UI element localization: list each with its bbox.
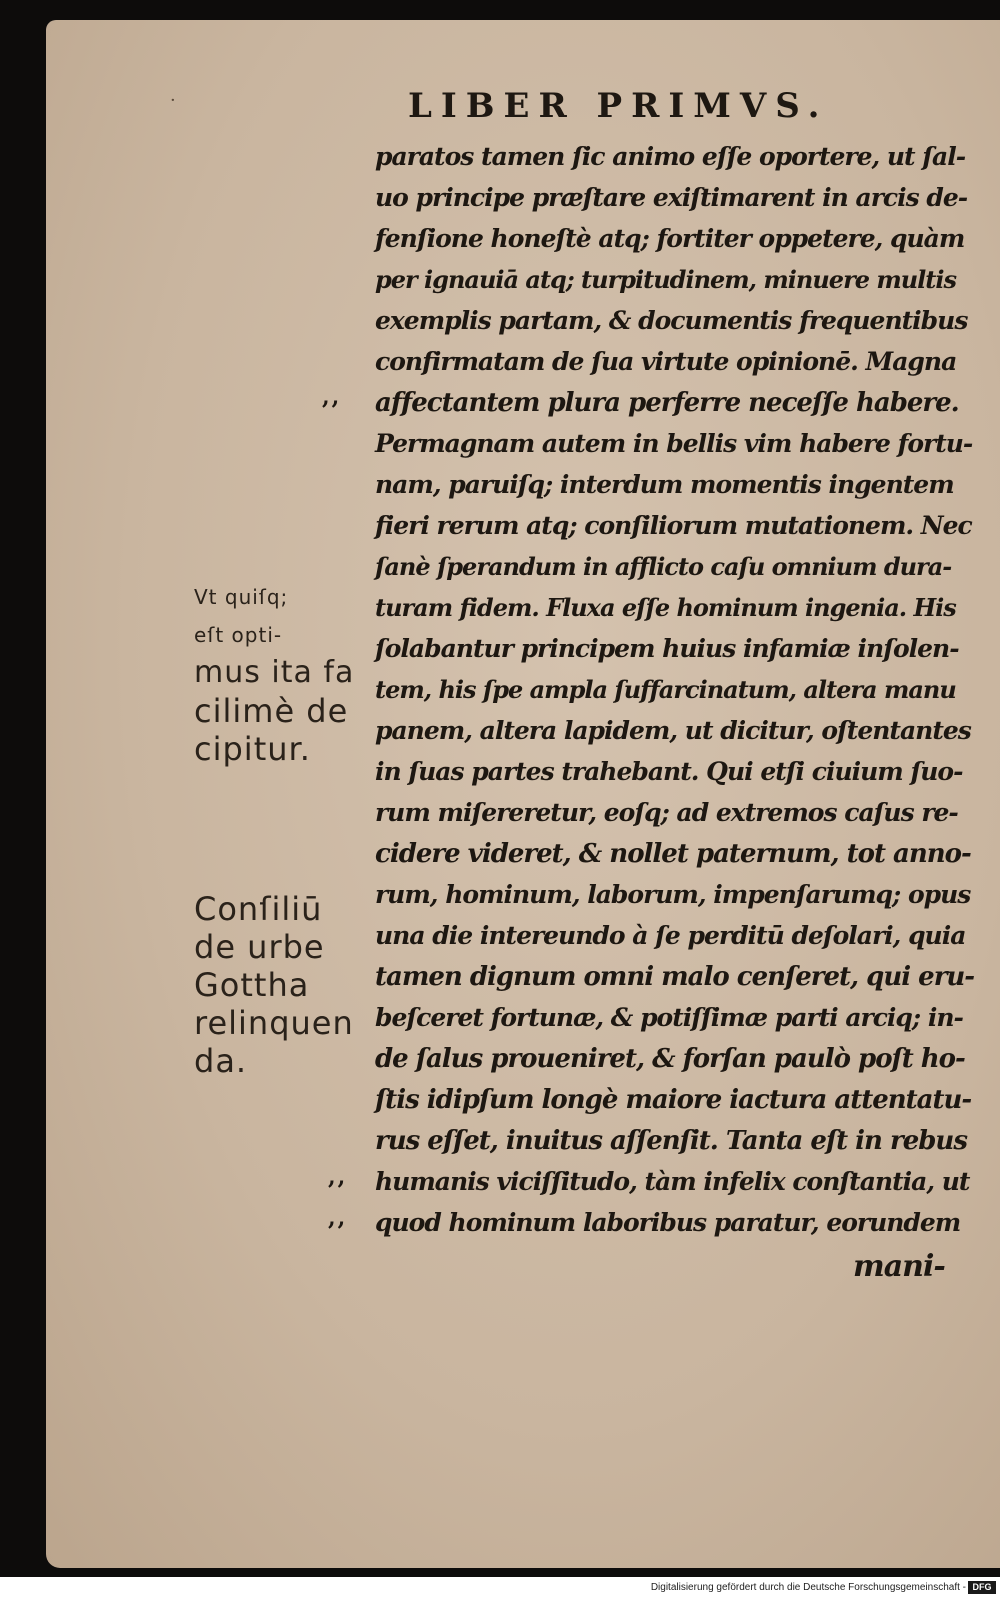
- text-line: humanis viciſſitudo, tàm infelix conſtantia, ut: [375, 1167, 970, 1196]
- text-line: confirmatam de ſua virtute opinionē. Magna: [375, 347, 957, 376]
- text-line: quod hominum laboribus paratur, eorundem: [375, 1208, 961, 1237]
- text-line: affectantem plura perferre neceſſe habere.: [375, 388, 959, 418]
- text-line: rum, hominum, laborum, impenſarumq; opus: [375, 880, 971, 909]
- margin-note-1: [194, 578, 354, 768]
- text-line: rum miſereretur, eoſq; ad extremos caſus re-: [375, 798, 958, 827]
- page-smudge: ·: [170, 90, 176, 111]
- text-line: uo principe præſtare exiſtimarent in arcis de-: [375, 183, 968, 212]
- margin-note-line: da.: [194, 1042, 248, 1080]
- text-line: cidere videret, & nollet paternum, tot anno-: [375, 839, 971, 869]
- catchword: mani-: [853, 1249, 945, 1284]
- text-line: ſtis idipſum longè maiore iactura attentatu-: [375, 1085, 972, 1115]
- text-line: ſolabantur principem huius infamiæ inſolen-: [375, 634, 959, 663]
- quote-mark: ,,: [322, 384, 342, 410]
- dfg-logo: DFG: [968, 1581, 996, 1594]
- text-line: exemplis partam, & documentis frequentibus: [375, 306, 968, 335]
- margin-note-line: Gottha: [194, 966, 310, 1004]
- margin-note-2: [194, 890, 354, 1080]
- margin-note-line: mus ita fa: [194, 655, 355, 690]
- text-line: de ſalus proueniret, & forſan paulò poſt ho-: [375, 1044, 965, 1074]
- margin-note-line: relinquen: [194, 1004, 354, 1042]
- text-line: tamen dignum omni malo cenſeret, qui eru-: [375, 962, 975, 992]
- text-line: una die intereundo à ſe perditū deſolari, quia: [375, 921, 966, 950]
- quote-mark: ,,: [328, 1164, 348, 1190]
- funding-credit: Digitalisierung gefördert durch die Deutsche Forschungsgemeinschaft -: [650, 1582, 966, 1593]
- margin-note-line: eſt opti-: [194, 623, 283, 647]
- text-line: Permagnam autem in bellis vim habere fortu-: [375, 429, 973, 458]
- text-line: panem, altera lapidem, ut dicitur, oſtentantes: [375, 716, 971, 745]
- text-line: paratos tamen ſic animo eſſe oportere, ut ſal-: [375, 142, 966, 171]
- text-line: turam fidem. Fluxa eſſe hominum ingenia. His: [375, 593, 956, 622]
- margin-note-line: Conſiliū: [194, 890, 323, 928]
- margin-note-line: Vt quiſq;: [194, 585, 289, 609]
- text-line: tem, his ſpe ampla ſuffarcinatum, altera manu: [375, 675, 956, 704]
- margin-note-line: de urbe: [194, 928, 325, 966]
- margin-note-line: cilimè de: [194, 692, 349, 730]
- quote-mark: ,,: [328, 1205, 348, 1231]
- text-line: nam, paruiſq; interdum momentis ingentem: [375, 470, 954, 499]
- text-line: in ſuas partes trahebant. Qui etſi ciuium ſuo-: [375, 757, 963, 786]
- text-line: beſceret fortunæ, & potiſſimæ parti arciq; in-: [375, 1003, 963, 1032]
- text-line: ſanè ſperandum in afflicto caſu omnium dura-: [375, 552, 952, 581]
- running-header: LIBER PRIMVS.: [408, 86, 829, 126]
- text-line: fenſione honeſtè atq; fortiter oppetere, quàm: [375, 224, 965, 253]
- text-line: rus eſſet, inuitus aſſenſit. Tanta eſt in rebus: [375, 1126, 967, 1156]
- margin-note-line: cipitur.: [194, 730, 311, 768]
- text-line: per ignauiā atq; turpitudinem, minuere multis: [375, 265, 957, 294]
- text-line: fieri rerum atq; conſiliorum mutationem. Nec: [375, 511, 972, 540]
